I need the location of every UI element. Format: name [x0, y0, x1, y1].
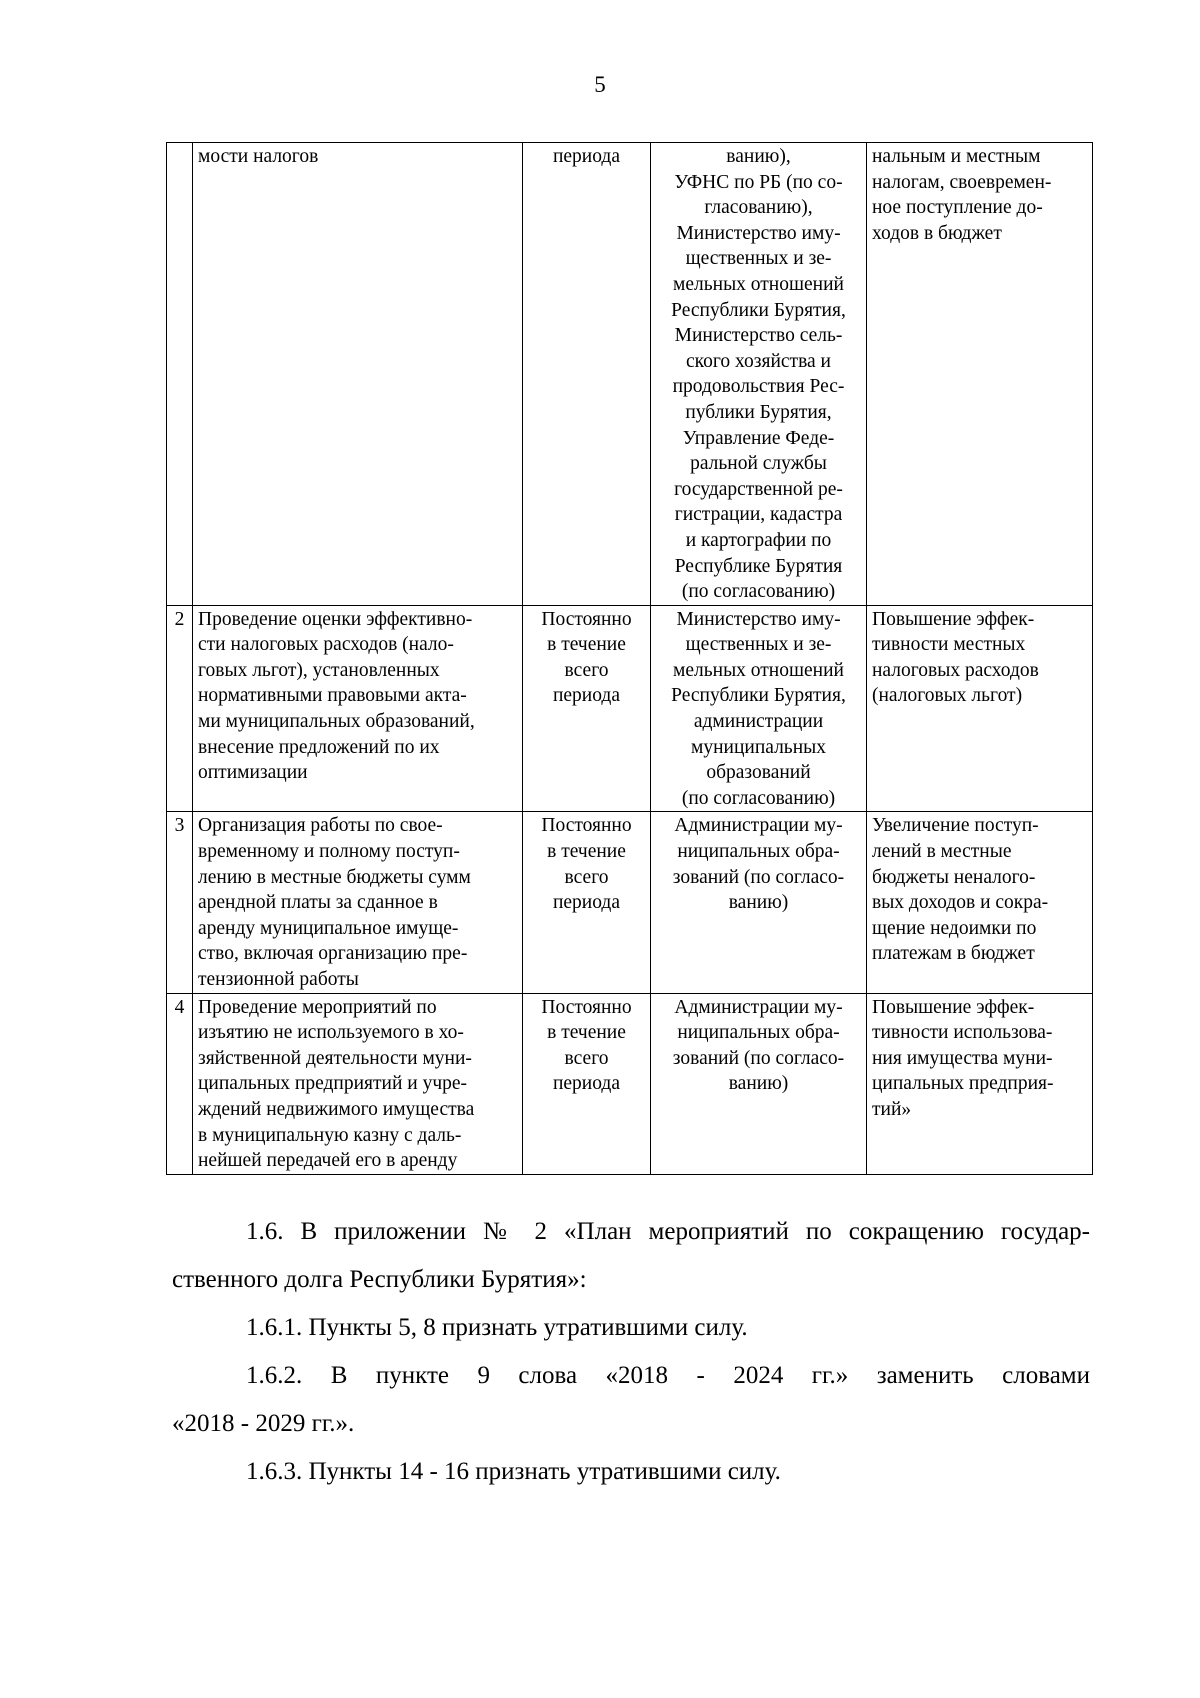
page-number: 5 — [594, 72, 606, 97]
cell-line: ского хозяйства и — [686, 350, 831, 372]
measure-cell — [193, 993, 523, 1174]
cell-line: (по согласованию) — [681, 787, 836, 809]
row-number-cell: 4 — [167, 993, 193, 1174]
cell-line: Министерство иму- — [676, 608, 841, 630]
cell-line: аренду муниципальное имуще- — [198, 917, 459, 939]
paragraph-1-6-2-line-2: «2018 - 2029 гг.». — [172, 1410, 355, 1437]
cell-line: Постоянно — [541, 815, 632, 837]
cell-line: налоговых расходов — [872, 659, 1039, 681]
cell-line: всего — [564, 1047, 609, 1069]
paragraph-1-6-line-2: ственного долга Республики Бурятия»: — [172, 1266, 587, 1293]
table-row — [167, 812, 1093, 993]
cell-line: арендной платы за сданное в — [198, 892, 438, 914]
cell-line: ство, включая организацию пре- — [198, 943, 468, 965]
measures-table — [166, 142, 1093, 1175]
cell-line: периода — [552, 685, 621, 707]
row-number-cell: 2 — [167, 605, 193, 812]
term-cell — [523, 605, 651, 812]
paragraph-1-6-1: 1.6.1. Пункты 5, 8 признать утратившими силу. — [246, 1314, 748, 1341]
cell-line: Министерство сель- — [674, 325, 843, 347]
cell-line: щественных и зе- — [685, 248, 832, 270]
cell-line: Проведение мероприятий по — [198, 996, 437, 1018]
cell-line: бюджеты неналого- — [872, 866, 1036, 888]
responsible-cell — [651, 993, 867, 1174]
cell-line: Повышение эффек- — [872, 608, 1035, 630]
term-cell — [523, 993, 651, 1174]
paragraph-1-6-2-line-1: 1.6.2. В пункте 9 слова «2018 - 2024 гг.» заменить словами — [246, 1362, 1090, 1389]
cell-line: зяйственной деятельности муни- — [198, 1047, 472, 1069]
cell-line: мельных отношений — [673, 659, 844, 681]
cell-line: зований (по согласо- — [672, 1047, 845, 1069]
responsible-cell — [651, 143, 867, 606]
measure-cell — [193, 812, 523, 993]
cell-line: всего — [564, 866, 609, 888]
cell-line: ципальных предприятий и учре- — [198, 1073, 468, 1095]
cell-line: платежам в бюджет — [872, 943, 1035, 965]
cell-line: тий» — [872, 1098, 912, 1120]
cell-line: в течение — [547, 634, 626, 656]
cell-line: ми муниципальных образований, — [198, 711, 475, 733]
result-cell — [867, 605, 1093, 812]
cell-line: государственной ре- — [674, 478, 843, 500]
row-number-cell: 3 — [167, 812, 193, 993]
cell-line: тензионной работы — [198, 969, 359, 990]
responsible-cell — [651, 605, 867, 812]
paragraph-1-6-3: 1.6.3. Пункты 14 - 16 признать утратившими силу. — [246, 1458, 781, 1485]
cell-line: образований — [706, 762, 811, 784]
cell-line: тивности использова- — [872, 1022, 1053, 1044]
cell-line: Администрации му- — [674, 996, 843, 1018]
cell-line: Министерство иму- — [676, 222, 841, 244]
cell-line: ванию), — [726, 146, 791, 167]
cell-line: Республики Бурятия, — [671, 299, 846, 321]
cell-line: нормативными правовыми акта- — [198, 685, 467, 707]
cell-line: УФНС по РБ (по со- — [674, 171, 843, 193]
cell-line: продовольствия Рес- — [672, 376, 845, 398]
cell-line: зований (по согласо- — [672, 866, 845, 888]
cell-line: лений в местные — [872, 841, 1012, 863]
cell-line: Организация работы по свое- — [198, 815, 443, 837]
cell-line: Постоянно — [541, 608, 632, 630]
result-cell — [867, 812, 1093, 993]
cell-line: гистрации, кадастра — [674, 504, 843, 526]
result-cell — [867, 143, 1093, 606]
cell-line: в течение — [547, 841, 626, 863]
cell-line: ниципальных обра- — [677, 1022, 840, 1044]
cell-line: мельных отношений — [673, 273, 844, 295]
cell-line: Проведение оценки эффективно- — [198, 608, 473, 630]
cell-line: периода — [552, 892, 621, 914]
term-cell — [523, 812, 651, 993]
cell-line: налогам, своевремен- — [872, 171, 1052, 193]
cell-line: изъятию не используемого в хо- — [198, 1022, 464, 1044]
cell-line: тивности местных — [872, 634, 1026, 656]
row-number-cell — [167, 143, 193, 606]
paragraph-1-6-line-1: 1.6. В приложении № 2 «План мероприятий по сокращению государ- — [246, 1218, 1090, 1245]
cell-line: вых доходов и сокра- — [872, 892, 1049, 914]
table-row — [167, 605, 1093, 812]
cell-line: ния имущества муни- — [872, 1047, 1053, 1069]
cell-line: публики Бурятия, — [685, 401, 832, 423]
cell-line: ходов в бюджет — [872, 222, 1002, 244]
cell-line: ное поступление до- — [872, 197, 1043, 219]
table-row — [167, 993, 1093, 1174]
cell-line: в муниципальную казну с даль- — [198, 1124, 462, 1146]
cell-line: Повышение эффек- — [872, 996, 1035, 1018]
cell-line: мости налогов — [198, 146, 319, 167]
cell-line: Постоянно — [541, 996, 632, 1018]
cell-line: и картографии по — [685, 529, 832, 551]
cell-line: гласованию), — [704, 197, 813, 219]
cell-line: нейшей передачей его в аренду — [198, 1150, 458, 1172]
cell-line: оптимизации — [198, 762, 308, 784]
table-row — [167, 143, 1093, 606]
measure-cell — [193, 143, 523, 606]
cell-line: периода — [552, 1073, 621, 1095]
cell-line: ципальных предприя- — [872, 1073, 1054, 1095]
responsible-cell — [651, 812, 867, 993]
amendment-text — [172, 1208, 1090, 1496]
cell-line: Республики Бурятия, — [671, 685, 846, 707]
result-cell — [867, 993, 1093, 1174]
cell-line: ванию) — [728, 892, 789, 914]
cell-line: муниципальных — [690, 736, 826, 758]
cell-line: в течение — [547, 1022, 626, 1044]
cell-line: Увеличение поступ- — [872, 815, 1039, 837]
cell-line: щение недоимки по — [872, 917, 1037, 939]
cell-line: администрации — [693, 711, 824, 733]
measure-cell — [193, 605, 523, 812]
measures-table-body — [167, 143, 1093, 1175]
cell-line: ральной службы — [690, 453, 827, 475]
cell-line: ниципальных обра- — [677, 841, 840, 863]
cell-line: внесение предложений по их — [198, 736, 440, 758]
term-cell — [523, 143, 651, 606]
cell-line: лению в местные бюджеты сумм — [198, 866, 471, 888]
cell-line: Республике Бурятия — [674, 555, 843, 577]
cell-line: щественных и зе- — [685, 634, 832, 656]
cell-line: ванию) — [728, 1073, 789, 1095]
cell-line: (налоговых льгот) — [872, 685, 1023, 707]
cell-line: временному и полному поступ- — [198, 841, 460, 863]
cell-line: говых льгот), установленных — [198, 659, 440, 681]
cell-line: периода — [552, 146, 621, 167]
cell-line: (по согласованию) — [681, 581, 836, 603]
cell-line: нальным и местным — [872, 146, 1041, 167]
cell-line: ждений недвижимого имущества — [198, 1098, 475, 1120]
cell-line: Управление Феде- — [682, 427, 835, 449]
cell-line: Администрации му- — [674, 815, 843, 837]
cell-line: всего — [564, 659, 609, 681]
cell-line: сти налоговых расходов (нало- — [198, 634, 454, 656]
